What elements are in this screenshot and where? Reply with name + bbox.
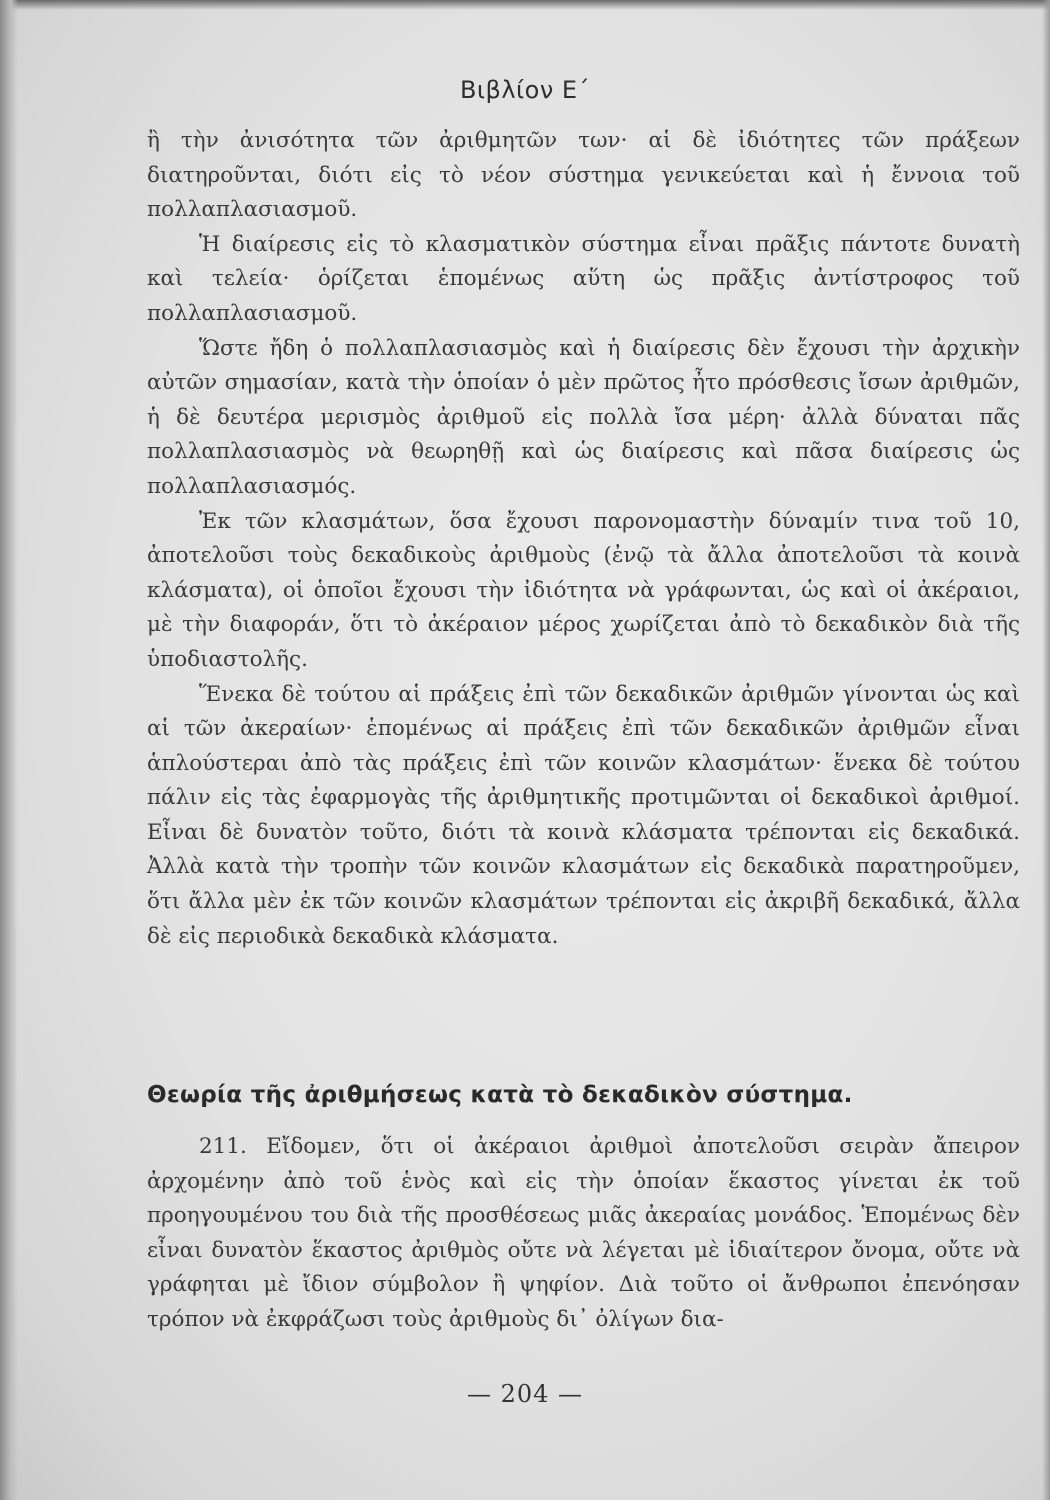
page-number: — 204 — xyxy=(466,1380,584,1408)
page-right-shadow xyxy=(1042,0,1050,1500)
page-top-shadow xyxy=(0,0,1050,10)
page-binding-shadow xyxy=(0,0,18,1500)
running-head: Βιβλίον Ε΄ xyxy=(459,76,591,104)
paragraph: Ὥστε ἤδη ὁ πολλαπλασιασμὸς καὶ ἡ διαίρεσις δὲν ἔχουσι τὴν ἀρχικὴν αὐτῶν σημασίαν, κατὰ τὴν ὁποίαν ὁ μὲν πρῶτος ἦτο πρόσθεσις ἴσων ἀριθμῶν, ἡ δὲ δευτέρα μερισμὸς ἀριθμοῦ εἰς πολλὰ ἴσα μέρη· ἀλλὰ δύναται πᾶς πολλαπλασιασμὸς νὰ θεωρηθῇ καὶ ὡς διαίρεσις καὶ πᾶσα διαίρεσις ὡς πολλαπλασιασμός. xyxy=(147,335,1020,499)
paragraph: Ἕνεκα δὲ τούτου αἱ πράξεις ἐπὶ τῶν δεκαδικῶν ἀριθμῶν γίνονται ὡς καὶ αἱ τῶν ἀκεραίων· ἑπομένως αἱ πράξεις ἐπὶ τῶν δεκαδικῶν ἀριθμῶν εἶναι ἁπλούστεραι ἀπὸ τὰς πράξεις ἐπὶ τῶν κοινῶν κλασμάτων· ἕνεκα δὲ τούτου πάλιν εἰς τὰς ἐφαρμογὰς τῆς ἀριθμητικῆς προτιμῶνται οἱ δεκαδικοὶ ἀριθμοί. Εἶναι δὲ δυνατὸν τοῦτο, διότι τὰ κοινὰ κλάσματα τρέπονται εἰς δεκαδικά. Ἀλλὰ κατὰ τὴν τροπὴν τῶν κοινῶν κλασμάτων εἰς δεκαδικὰ παρατηροῦμεν, ὅτι ἄλλα μὲν ἐκ τῶν κοινῶν κλασμάτων τρέπονται εἰς ἀκριβῆ δεκαδικά, ἄλλα δὲ εἰς περιοδικὰ δεκαδικὰ κλάσματα. xyxy=(147,681,1020,949)
section-heading: Θεωρία τῆς ἀριθμήσεως κατὰ τὸ δεκαδικὸν σύστημα. xyxy=(147,1082,853,1108)
paragraph-continuation: ἢ τὴν ἀνισότητα τῶν ἀριθμητῶν των· αἱ δὲ ἰδιότητες τῶν πράξεων διατηροῦνται, διότι εἰς τὸ νέον σύστημα γενικεύεται καὶ ἡ ἔννοια τοῦ πολλαπλασιασμοῦ. xyxy=(147,128,1020,223)
section-text-block xyxy=(147,1130,1020,1338)
paragraph: Ἐκ τῶν κλασμάτων, ὅσα ἔχουσι παρονομαστὴν δύναμίν τινα τοῦ 10, ἀποτελοῦσι τοὺς δεκαδικοὺς ἀριθμοὺς (ἐνῷ τὰ ἄλλα ἀποτελοῦσι τὰ κοινὰ κλάσματα), οἱ ὁποῖοι ἔχουσι τὴν ἰδιότητα νὰ γράφωνται, ὡς καὶ οἱ ἀκέραιοι, μὲ τὴν διαφοράν, ὅτι τὸ ἀκέραιον μέρος χωρίζεται ἀπὸ τὸ δεκαδικὸν διὰ τῆς ὑποδιαστολῆς. xyxy=(147,508,1020,672)
main-text-block xyxy=(147,124,1020,954)
paragraph: Ἡ διαίρεσις εἰς τὸ κλασματικὸν σύστημα εἶναι πρᾶξις πάντοτε δυνατὴ καὶ τελεία· ὁρίζεται ἑπομένως αὕτη ὡς πρᾶξις ἀντίστροφος τοῦ πολλαπλασιασμοῦ. xyxy=(147,231,1020,326)
paragraph-211: 211. Εἴδομεν, ὅτι οἱ ἀκέραιοι ἀριθμοὶ ἀποτελοῦσι σειρὰν ἄπειρον ἀρχομένην ἀπὸ τοῦ ἑνὸς καὶ εἰς τὴν ὁποίαν ἕκαστος γίνεται ἐκ τοῦ προηγουμένου του διὰ τῆς προσθέσεως μιᾶς ἀκεραίας μονάδος. Ἑπομένως δὲν εἶναι δυνατὸν ἕκαστος ἀριθμὸς οὔτε νὰ λέγεται μὲ ἰδιαίτερον ὄνομα, οὔτε νὰ γράφηται μὲ ἴδιον σύμβολον ἢ ψηφίον. Διὰ τοῦτο οἱ ἄνθρωποι ἐπενόησαν τρόπον νὰ ἐκφράζωσι τοὺς ἀριθμοὺς δι᾽ ὀλίγων δια- xyxy=(147,1134,1020,1332)
